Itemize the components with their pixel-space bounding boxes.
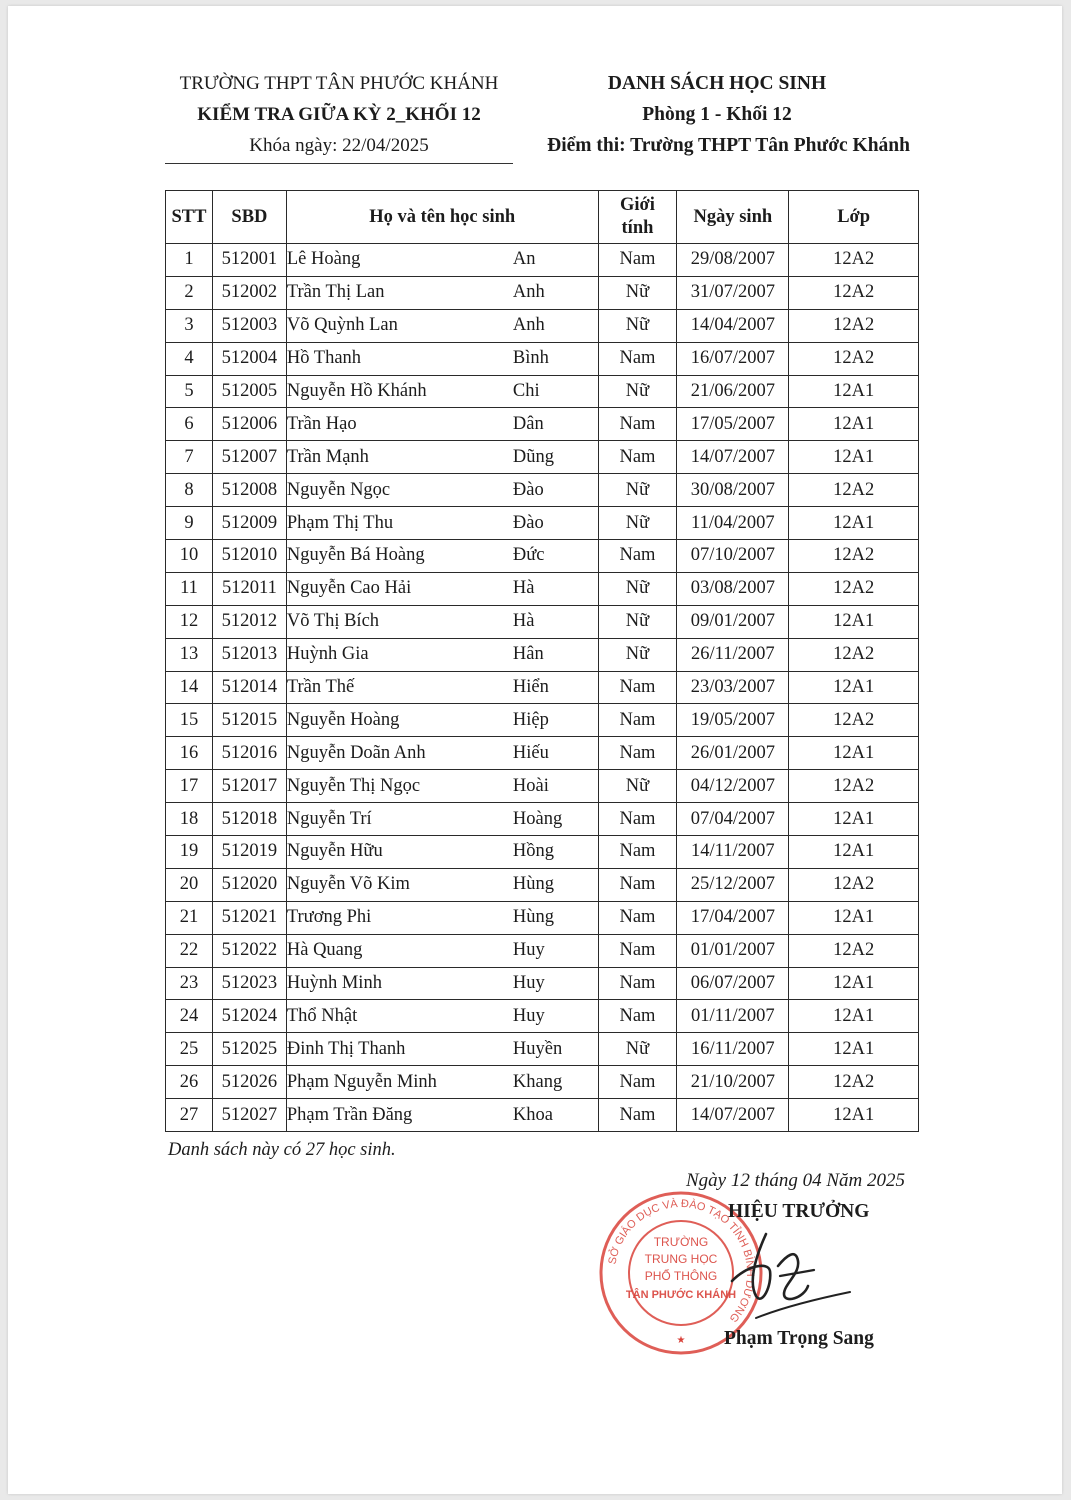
cell-dob: 14/11/2007 — [677, 836, 789, 869]
table-row — [166, 901, 919, 934]
table-row — [166, 868, 919, 901]
cell-stt: 22 — [166, 934, 213, 967]
cell-name — [286, 737, 598, 770]
last-middle-name: Huỳnh Minh — [286, 973, 382, 994]
stamp-line4: TÂN PHƯỚC KHÁNH — [625, 1289, 737, 1301]
last-middle-name: Nguyễn Bá Hoàng — [286, 545, 425, 566]
cell-gender: Nữ — [598, 572, 677, 605]
cell-dob: 01/01/2007 — [677, 934, 789, 967]
cell-class: 12A2 — [789, 572, 919, 605]
cell-gender: Nữ — [598, 638, 677, 671]
table-row — [166, 342, 919, 375]
header-stt: STT — [166, 191, 213, 244]
cell-name — [286, 244, 598, 277]
first-name: Huyền — [512, 1038, 563, 1059]
cell-dob: 30/08/2007 — [677, 474, 789, 507]
cell-gender: Nữ — [598, 1033, 677, 1066]
cell-dob: 04/12/2007 — [677, 770, 789, 803]
cell-stt: 17 — [166, 770, 213, 803]
cell-stt: 20 — [166, 868, 213, 901]
first-name: Đức — [512, 545, 545, 566]
header-sbd: SBD — [212, 191, 286, 244]
cell-sbd: 512025 — [212, 1033, 286, 1066]
cell-stt: 23 — [166, 967, 213, 1000]
cell-class: 12A1 — [789, 967, 919, 1000]
cell-class: 12A2 — [789, 540, 919, 573]
table-row — [166, 474, 919, 507]
cell-stt: 13 — [166, 638, 213, 671]
table-row — [166, 572, 919, 605]
first-name: Dũng — [512, 446, 554, 467]
table-row — [166, 309, 919, 342]
cell-dob: 26/01/2007 — [677, 737, 789, 770]
last-middle-name: Trần Thế — [286, 677, 355, 698]
cell-class: 12A1 — [789, 408, 919, 441]
cell-class: 12A2 — [789, 770, 919, 803]
last-middle-name: Phạm Thị Thu — [286, 512, 394, 533]
cell-gender: Nam — [598, 704, 677, 737]
cell-name — [286, 770, 598, 803]
table-row — [166, 276, 919, 309]
table-row — [166, 638, 919, 671]
cell-sbd: 512016 — [212, 737, 286, 770]
cell-sbd: 512027 — [212, 1099, 286, 1132]
last-middle-name: Trương Phi — [286, 907, 372, 928]
first-name: Đào — [512, 512, 544, 533]
first-name: Hoàng — [512, 808, 563, 829]
cell-stt: 4 — [166, 342, 213, 375]
first-name: Hoài — [512, 775, 549, 796]
cell-dob: 23/03/2007 — [677, 671, 789, 704]
cell-class: 12A1 — [789, 901, 919, 934]
cell-dob: 14/07/2007 — [677, 441, 789, 474]
last-middle-name: Huỳnh Gia — [286, 644, 369, 665]
cell-name — [286, 375, 598, 408]
cell-name — [286, 474, 598, 507]
cell-gender: Nữ — [598, 605, 677, 638]
cell-stt: 12 — [166, 605, 213, 638]
header-gender — [598, 191, 677, 244]
cell-class: 12A2 — [789, 342, 919, 375]
cell-sbd: 512006 — [212, 408, 286, 441]
cell-stt: 1 — [166, 244, 213, 277]
cell-stt: 26 — [166, 1066, 213, 1099]
cell-gender: Nữ — [598, 375, 677, 408]
header-class: Lớp — [789, 191, 919, 244]
cell-sbd: 512007 — [212, 441, 286, 474]
cell-gender: Nam — [598, 342, 677, 375]
cell-class: 12A1 — [789, 507, 919, 540]
cell-class: 12A2 — [789, 276, 919, 309]
cell-sbd: 512015 — [212, 704, 286, 737]
cell-gender: Nam — [598, 1099, 677, 1132]
last-middle-name: Phạm Trần Đăng — [286, 1104, 413, 1125]
last-middle-name: Trần Hạo — [286, 413, 357, 434]
cell-name — [286, 276, 598, 309]
cell-gender: Nam — [598, 803, 677, 836]
last-middle-name: Trần Thị Lan — [286, 282, 385, 303]
last-middle-name: Nguyễn Doãn Anh — [286, 742, 426, 763]
first-name: Hiếu — [512, 742, 549, 763]
cell-gender: Nam — [598, 408, 677, 441]
room-label: Phòng 1 - Khối 12 — [642, 104, 792, 125]
cell-dob: 26/11/2007 — [677, 638, 789, 671]
table-row — [166, 1066, 919, 1099]
table-row — [166, 441, 919, 474]
cell-sbd: 512001 — [212, 244, 286, 277]
cell-class: 12A2 — [789, 474, 919, 507]
cell-gender: Nam — [598, 901, 677, 934]
cell-gender: Nữ — [598, 276, 677, 309]
cell-dob: 14/07/2007 — [677, 1099, 789, 1132]
first-name: Anh — [512, 315, 545, 336]
first-name: Hiệp — [512, 709, 549, 730]
stamp-line1: TRƯỜNG — [653, 1235, 709, 1249]
header-underline — [165, 163, 513, 164]
cell-name — [286, 1099, 598, 1132]
first-name: Khang — [512, 1071, 563, 1092]
stamp-star-icon: ★ — [676, 1335, 686, 1346]
last-middle-name: Đinh Thị Thanh — [286, 1038, 406, 1059]
table-row — [166, 540, 919, 573]
cell-class: 12A2 — [789, 934, 919, 967]
cell-gender: Nam — [598, 737, 677, 770]
cell-name — [286, 934, 598, 967]
cell-name — [286, 540, 598, 573]
cell-sbd: 512005 — [212, 375, 286, 408]
cell-dob: 16/07/2007 — [677, 342, 789, 375]
stamp-ring-text: SỞ GIÁO DỤC VÀ ĐÀO TẠO TỈNH BÌNH DƯƠNG — [606, 1197, 757, 1325]
cell-class: 12A1 — [789, 803, 919, 836]
table-row — [166, 244, 919, 277]
first-name: Huy — [512, 940, 545, 961]
first-name: An — [512, 249, 536, 270]
cell-stt: 18 — [166, 803, 213, 836]
cell-sbd: 512021 — [212, 901, 286, 934]
document-title: DANH SÁCH HỌC SINH — [607, 73, 827, 94]
school-name: TRƯỜNG THPT TÂN PHƯỚC KHÁNH — [179, 73, 499, 94]
cell-name — [286, 836, 598, 869]
cell-sbd: 512003 — [212, 309, 286, 342]
table-row — [166, 737, 919, 770]
cell-sbd: 512011 — [212, 572, 286, 605]
cell-class: 12A1 — [789, 1033, 919, 1066]
cell-stt: 19 — [166, 836, 213, 869]
cell-name — [286, 441, 598, 474]
cell-class: 12A2 — [789, 1066, 919, 1099]
last-middle-name: Nguyễn Võ Kim — [286, 874, 410, 895]
cell-sbd: 512023 — [212, 967, 286, 1000]
cell-stt: 5 — [166, 375, 213, 408]
first-name: Hiển — [512, 677, 549, 698]
cell-class: 12A1 — [789, 441, 919, 474]
table-row — [166, 375, 919, 408]
first-name: Hà — [512, 578, 535, 599]
cell-name — [286, 868, 598, 901]
cell-sbd: 512018 — [212, 803, 286, 836]
last-middle-name: Lê Hoàng — [286, 249, 361, 270]
cell-name — [286, 803, 598, 836]
first-name: Hân — [512, 644, 544, 665]
table-row — [166, 836, 919, 869]
header-right — [512, 68, 922, 161]
first-name: Anh — [512, 282, 545, 303]
cell-dob: 09/01/2007 — [677, 605, 789, 638]
table-row — [166, 967, 919, 1000]
last-middle-name: Hồ Thanh — [286, 348, 362, 369]
cell-sbd: 512009 — [212, 507, 286, 540]
cell-stt: 7 — [166, 441, 213, 474]
first-name: Bình — [512, 348, 549, 369]
first-name: Chi — [512, 381, 540, 401]
cell-name — [286, 1033, 598, 1066]
cell-name — [286, 671, 598, 704]
last-middle-name: Phạm Nguyễn Minh — [286, 1071, 437, 1092]
last-middle-name: Võ Thị Bích — [286, 611, 380, 632]
cell-dob: 11/04/2007 — [677, 507, 789, 540]
last-middle-name: Võ Quỳnh Lan — [286, 315, 398, 336]
cell-class: 12A1 — [789, 1000, 919, 1033]
cell-stt: 25 — [166, 1033, 213, 1066]
first-name: Huy — [512, 973, 545, 994]
first-name: Hùng — [512, 874, 554, 895]
cell-sbd: 512004 — [212, 342, 286, 375]
cell-dob: 07/04/2007 — [677, 803, 789, 836]
cell-dob: 31/07/2007 — [677, 276, 789, 309]
cell-name — [286, 605, 598, 638]
cell-name — [286, 638, 598, 671]
cell-gender: Nam — [598, 441, 677, 474]
last-middle-name: Nguyễn Hữu — [286, 841, 383, 862]
cell-gender: Nữ — [598, 507, 677, 540]
last-middle-name: Nguyễn Cao Hải — [286, 578, 412, 599]
first-name: Hà — [512, 611, 535, 632]
stamp-line3: PHỔ THÔNG — [644, 1269, 718, 1283]
last-middle-name: Nguyễn Ngọc — [286, 479, 391, 500]
cell-stt: 16 — [166, 737, 213, 770]
cell-dob: 29/08/2007 — [677, 244, 789, 277]
table-row — [166, 1033, 919, 1066]
cell-gender: Nam — [598, 868, 677, 901]
cell-sbd: 512020 — [212, 868, 286, 901]
cell-dob: 21/10/2007 — [677, 1066, 789, 1099]
sign-date: Ngày 12 tháng 04 Năm 2025 — [686, 1170, 906, 1191]
cell-sbd: 512013 — [212, 638, 286, 671]
cell-class: 12A2 — [789, 309, 919, 342]
cell-class: 12A1 — [789, 1099, 919, 1132]
cell-stt: 2 — [166, 276, 213, 309]
cell-sbd: 512008 — [212, 474, 286, 507]
cell-gender: Nam — [598, 836, 677, 869]
last-middle-name: Hà Quang — [286, 940, 363, 961]
cell-name — [286, 1066, 598, 1099]
cell-stt: 6 — [166, 408, 213, 441]
header-gender-line1: Giới — [620, 195, 655, 215]
cell-dob: 03/08/2007 — [677, 572, 789, 605]
cell-class: 12A2 — [789, 868, 919, 901]
first-name: Dân — [512, 413, 544, 434]
cell-stt: 8 — [166, 474, 213, 507]
cell-sbd: 512024 — [212, 1000, 286, 1033]
stamp-line2: TRUNG HỌC — [644, 1252, 718, 1266]
principal-title: HIỆU TRƯỞNG — [728, 1201, 870, 1222]
cell-dob: 16/11/2007 — [677, 1033, 789, 1066]
first-name: Khoa — [512, 1104, 553, 1125]
cell-gender: Nam — [598, 1000, 677, 1033]
first-name: Hùng — [512, 907, 554, 928]
first-name: Đào — [512, 479, 544, 500]
header-gender-line2: tính — [621, 218, 654, 238]
table-row — [166, 770, 919, 803]
cell-class: 12A2 — [789, 704, 919, 737]
cell-dob: 25/12/2007 — [677, 868, 789, 901]
cell-stt: 9 — [166, 507, 213, 540]
cell-sbd: 512002 — [212, 276, 286, 309]
exam-title: KIỂM TRA GIỮA KỲ 2_KHỐI 12 — [197, 104, 481, 125]
cell-sbd: 512026 — [212, 1066, 286, 1099]
cell-dob: 01/11/2007 — [677, 1000, 789, 1033]
cell-class: 12A1 — [789, 836, 919, 869]
header-dob: Ngày sinh — [677, 191, 789, 244]
first-name: Hồng — [512, 841, 554, 862]
cell-name — [286, 901, 598, 934]
cell-gender: Nữ — [598, 474, 677, 507]
cell-gender: Nữ — [598, 309, 677, 342]
cell-sbd: 512022 — [212, 934, 286, 967]
cell-stt: 10 — [166, 540, 213, 573]
cell-class: 12A1 — [789, 671, 919, 704]
cell-sbd: 512017 — [212, 770, 286, 803]
last-middle-name: Thổ Nhật — [286, 1005, 358, 1026]
last-middle-name: Nguyễn Hoàng — [286, 709, 400, 730]
last-middle-name: Trần Mạnh — [286, 446, 369, 467]
cell-class: 12A1 — [789, 375, 919, 408]
cell-gender: Nam — [598, 1066, 677, 1099]
signature-image — [726, 1226, 856, 1326]
cell-gender: Nam — [598, 540, 677, 573]
table-row — [166, 934, 919, 967]
cell-stt: 21 — [166, 901, 213, 934]
cell-name — [286, 309, 598, 342]
cell-dob: 14/04/2007 — [677, 309, 789, 342]
cell-dob: 17/05/2007 — [677, 408, 789, 441]
cell-dob: 06/07/2007 — [677, 967, 789, 1000]
cell-dob: 21/06/2007 — [677, 375, 789, 408]
student-table — [165, 190, 919, 1132]
table-body — [166, 244, 919, 1132]
cell-gender: Nam — [598, 671, 677, 704]
header-name: Họ và tên học sinh — [286, 191, 598, 244]
cell-gender: Nam — [598, 244, 677, 277]
first-name: Huy — [512, 1005, 545, 1026]
table-row — [166, 704, 919, 737]
cell-sbd: 512019 — [212, 836, 286, 869]
cell-sbd: 512012 — [212, 605, 286, 638]
table-row — [166, 671, 919, 704]
cell-name — [286, 1000, 598, 1033]
exam-place: Điểm thi: Trường THPT Tân Phước Khánh — [547, 135, 910, 156]
cell-sbd: 512010 — [212, 540, 286, 573]
cell-gender: Nam — [598, 934, 677, 967]
count-note: Danh sách này có 27 học sinh. — [168, 1140, 396, 1160]
cell-dob: 07/10/2007 — [677, 540, 789, 573]
cell-dob: 17/04/2007 — [677, 901, 789, 934]
table-row — [166, 507, 919, 540]
last-middle-name: Nguyễn Thị Ngọc — [286, 775, 421, 796]
table-row — [166, 803, 919, 836]
cell-name — [286, 704, 598, 737]
cell-stt: 15 — [166, 704, 213, 737]
header-left — [165, 68, 513, 164]
cell-name — [286, 342, 598, 375]
cell-name — [286, 507, 598, 540]
table-row — [166, 1000, 919, 1033]
cell-name — [286, 967, 598, 1000]
last-middle-name: Nguyễn Hồ Khánh — [286, 381, 427, 401]
table-header-row — [166, 191, 919, 244]
session-date: Khóa ngày: 22/04/2025 — [249, 135, 429, 156]
table-row — [166, 605, 919, 638]
last-middle-name: Nguyễn Trí — [286, 808, 372, 829]
cell-stt: 14 — [166, 671, 213, 704]
signer-name: Phạm Trọng Sang — [724, 1328, 874, 1349]
cell-class: 12A2 — [789, 244, 919, 277]
cell-name — [286, 572, 598, 605]
cell-stt: 11 — [166, 572, 213, 605]
cell-class: 12A1 — [789, 605, 919, 638]
cell-dob: 19/05/2007 — [677, 704, 789, 737]
cell-gender: Nam — [598, 967, 677, 1000]
cell-gender: Nữ — [598, 770, 677, 803]
cell-name — [286, 408, 598, 441]
table-row — [166, 408, 919, 441]
cell-class: 12A1 — [789, 737, 919, 770]
cell-sbd: 512014 — [212, 671, 286, 704]
table-row — [166, 1099, 919, 1132]
cell-stt: 24 — [166, 1000, 213, 1033]
cell-class: 12A2 — [789, 638, 919, 671]
cell-stt: 3 — [166, 309, 213, 342]
cell-stt: 27 — [166, 1099, 213, 1132]
